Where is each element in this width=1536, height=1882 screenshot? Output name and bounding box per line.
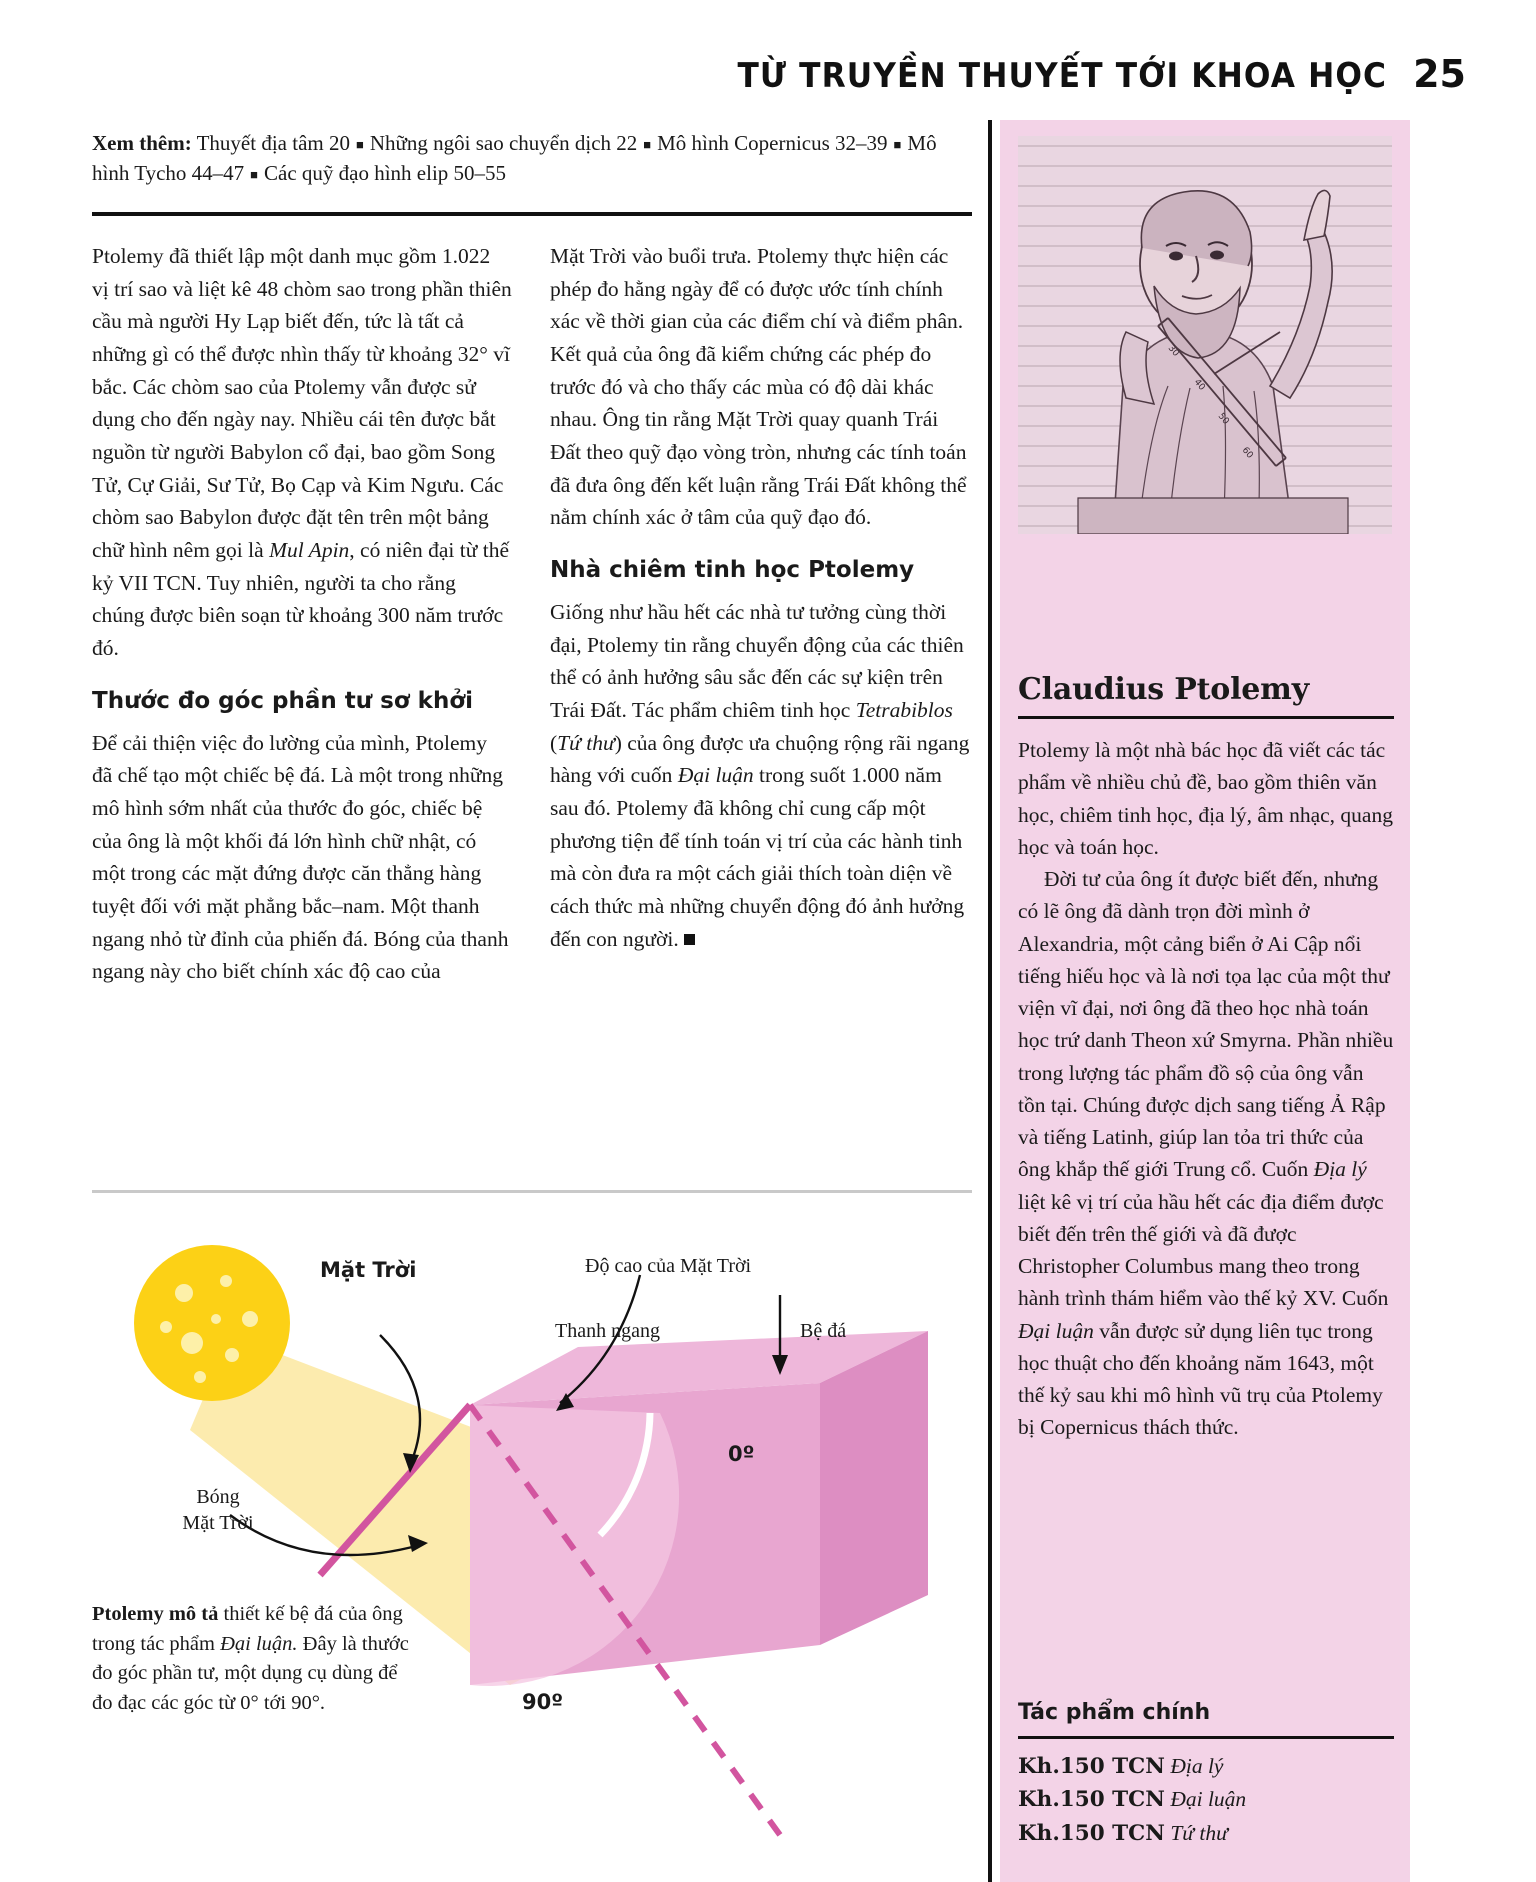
- see-also-label: Xem thêm:: [92, 131, 192, 155]
- paragraph-text: trong suốt 1.000 năm sau đó. Ptolemy đã không chỉ cung cấp một phương tiện để tính toán vị trí của các hành tinh mà còn đưa ra một cách giải thích toàn diện về cách thức mà những chuyển động đó ảnh hưởng đến con người.: [550, 763, 965, 951]
- diagram-caption: [92, 1600, 422, 1719]
- caption-text-end: Đây là thước đo góc phần tư, một dụng cụ dùng để đo đạc các góc từ 0° tới 90°.: [92, 1632, 409, 1715]
- body-column-2: [550, 240, 970, 971]
- see-also-item-4[interactable]: Các quỹ đạo hình elip 50–55: [264, 161, 507, 186]
- paragraph-text: ) của ông được ưa chuộng rộng rãi ngang hàng với cuốn: [550, 730, 970, 788]
- paragraph: Mặt Trời vào buổi trưa. Ptolemy thực hiện các phép đo hằng ngày để có được ước tính chính xác về thời gian của các điểm chí và điểm phân. Kết quả của ông đã kiểm chứng các phép đo trước đó và cho thấy các mùa có độ dài khác nhau. Ông tin rằng Mặt Trời quay quanh Trái Đất theo quỹ đạo vòng tròn, nhưng các tính toán đã đưa ông đến kết luận rằng Trái Đất không thể nằm chính xác ở tâm của quỹ đạo đó.: [550, 244, 967, 530]
- work-title: Địa lý: [1170, 1754, 1224, 1778]
- book-title-tu-thu: Tứ thư: [557, 730, 615, 755]
- caption-lead: Ptolemy mô tả: [92, 1603, 219, 1625]
- sidebar-ptolemy: [1000, 120, 1410, 1882]
- sidebar-biography: [1018, 734, 1396, 1444]
- section-heading-quadrant: Thước đo góc phần tư sơ khởi: [92, 687, 474, 714]
- paragraph-text: (: [550, 730, 558, 755]
- portrait-image: [1018, 136, 1392, 534]
- book-title-dai-luan: Đại luận: [677, 763, 754, 788]
- label-angle-0: 0º: [728, 1442, 755, 1466]
- end-mark-icon: [684, 934, 695, 945]
- label-shadow-line-1: Bóng: [196, 1486, 240, 1508]
- works-heading: Tác phẩm chính: [1018, 1700, 1211, 1725]
- work-date: Kh.150 TCN: [1018, 1787, 1165, 1813]
- works-list: [1018, 1750, 1396, 1850]
- quadrant-diagram: [80, 1215, 980, 1855]
- paragraph-text: vẫn được sử dụng liên tục trong học thuật cho đến khoảng năm 1643, một thế kỷ sau khi mô hình vũ trụ của Ptolemy bị Copernicus thách thức.: [1018, 1318, 1383, 1440]
- work-title: Tứ thư: [1170, 1820, 1228, 1845]
- section-heading-astrologer: Nhà chiêm tinh học Ptolemy: [550, 557, 915, 584]
- sun-shape: [134, 1245, 290, 1401]
- svg-text:60: 60: [1239, 445, 1255, 461]
- work-title: Đại luận: [1170, 1787, 1247, 1812]
- book-title-dia-ly: Địa lý: [1313, 1157, 1367, 1182]
- paragraph: [550, 596, 970, 955]
- sidebar-vertical-rule: [988, 120, 992, 1882]
- bullet-square-icon: ■: [893, 136, 902, 152]
- svg-text:30: 30: [1165, 343, 1181, 359]
- see-also-item-0[interactable]: Thuyết địa tâm 20: [196, 131, 350, 155]
- page-header: [0, 52, 1466, 96]
- paragraph: [1018, 863, 1396, 1444]
- label-crossbar: Thanh ngang: [555, 1320, 660, 1342]
- paragraph-text: Giống như hầu hết các nhà tư tưởng cùng thời đại, Ptolemy tin rằng chuyển động của các thiên thể có ảnh hưởng sâu sắc đến các sự kiện trên Trái Đất. Tác phẩm chiêm tinh học: [550, 599, 964, 722]
- paragraph: Ptolemy là một nhà bác học đã viết các tác phẩm về nhiều chủ đề, bao gồm thiên văn học, chiêm tinh học, địa lý, âm nhạc, quang học và toán học.: [1018, 738, 1393, 859]
- body-column-1: [92, 240, 512, 1004]
- book-title-dai-luan: Đại luận: [1018, 1318, 1094, 1343]
- svg-text:50: 50: [1215, 411, 1231, 427]
- cube-side-face: [820, 1331, 928, 1645]
- caption-book-title: Đại luận.: [220, 1632, 298, 1655]
- header-divider: [92, 212, 972, 216]
- section-divider: [92, 1190, 972, 1193]
- paragraph-text: Ptolemy đã thiết lập một danh mục gồm 1.022 vị trí sao và liệt kê 48 chòm sao trong phần thiên cầu mà người Hy Lạp biết đến, tức là tất cả những gì có thể được nhìn thấy từ khoảng 32° vĩ bắc. Các chòm sao của Ptolemy vẫn được sử dụng cho đến ngày nay. Nhiều cái tên được bắt nguồn từ người Babylon cổ đại, bao gồm Song Tử, Cự Giải, Sư Tử, Bọ Cạp và Kim Ngưu. Các chòm sao Babylon được đặt tên trên một bảng chữ hình nêm gọi là: [92, 244, 512, 563]
- bullet-square-icon: ■: [643, 136, 652, 152]
- works-divider: [1018, 1736, 1394, 1739]
- bullet-square-icon: ■: [355, 136, 364, 152]
- label-stone-base: Bệ đá: [800, 1320, 847, 1342]
- work-date: Kh.150 TCN: [1018, 1820, 1165, 1846]
- paragraph-text: liệt kê vị trí của hầu hết các địa điểm được biết đến trên thế giới và đã được Christopher Columbus mang theo trong hành trình thám hiểm vào thế kỷ XV. Cuốn: [1018, 1189, 1389, 1311]
- bullet-square-icon: ■: [250, 167, 258, 183]
- paragraph: [92, 240, 512, 665]
- sidebar-person-name: Claudius Ptolemy: [1018, 672, 1309, 707]
- paragraph-text-end: , có niên đại từ thế kỷ VII TCN. Tuy nhiên, người ta cho rằng chúng được biên soạn từ khoảng 300 năm trước đó.: [92, 538, 510, 661]
- svg-text:40: 40: [1191, 377, 1207, 393]
- page-number: 25: [1413, 52, 1466, 96]
- label-sun: Mặt Trời: [320, 1258, 417, 1282]
- sidebar-name-divider: [1018, 716, 1394, 719]
- paragraph-text: Đời tư của ông ít được biết đến, nhưng có lẽ ông đã dành trọn đời mình ở Alexandria, một cảng biển ở Ai Cập nổi tiếng hiếu học và là nơi tọa lạc của một thư viện vĩ đại, nơi ông đã theo học nhà toán học trứ danh Theon xứ Smyrna. Phần nhiều trong lượng tác phẩm đồ sộ của ông vẫn tồn tại. Chúng được dịch sang tiếng Ả Rập và tiếng Latinh, giúp lan tỏa tri thức của ông khắp thế giới Trung cổ. Cuốn: [1018, 867, 1394, 1182]
- page-title: TỪ TRUYỀN THUYẾT TỚI KHOA HỌC: [737, 56, 1388, 96]
- see-also-box: [92, 128, 972, 189]
- label-angle-90: 90º: [522, 1690, 564, 1714]
- paragraph: Để cải thiện việc đo lường của mình, Ptolemy đã chế tạo một chiếc bệ đá. Là một trong những mô hình sớm nhất của thước đo góc, chiếc bệ của ông là một khối đá lớn hình chữ nhật, có một trong các mặt đứng được căn thẳng hàng tuyệt đối với mặt phẳng bắc–nam. Một thanh ngang nhỏ từ đỉnh của phiến đá. Bóng của thanh ngang này cho biết chính xác độ cao của: [92, 730, 509, 984]
- see-also-item-1[interactable]: Những ngôi sao chuyển dịch 22: [369, 131, 638, 155]
- label-sun-altitude: Độ cao của Mặt Trời: [585, 1255, 752, 1277]
- list-item: [1018, 1783, 1396, 1816]
- list-item: [1018, 1750, 1396, 1783]
- book-title-mul-apin: Mul Apin: [269, 538, 350, 563]
- work-date: Kh.150 TCN: [1018, 1754, 1165, 1779]
- label-shadow-line-2: Mặt Trời: [182, 1512, 254, 1534]
- see-also-item-2[interactable]: Mô hình Copernicus 32–39: [657, 131, 888, 155]
- see-also-item-3[interactable]: Mô hình Tycho 44–47: [92, 131, 937, 186]
- list-item: [1018, 1817, 1396, 1850]
- caption-text: thiết kế bệ đá của ông trong tác phẩm: [92, 1603, 403, 1655]
- book-title-tetrabiblos: Tetrabiblos: [855, 697, 953, 722]
